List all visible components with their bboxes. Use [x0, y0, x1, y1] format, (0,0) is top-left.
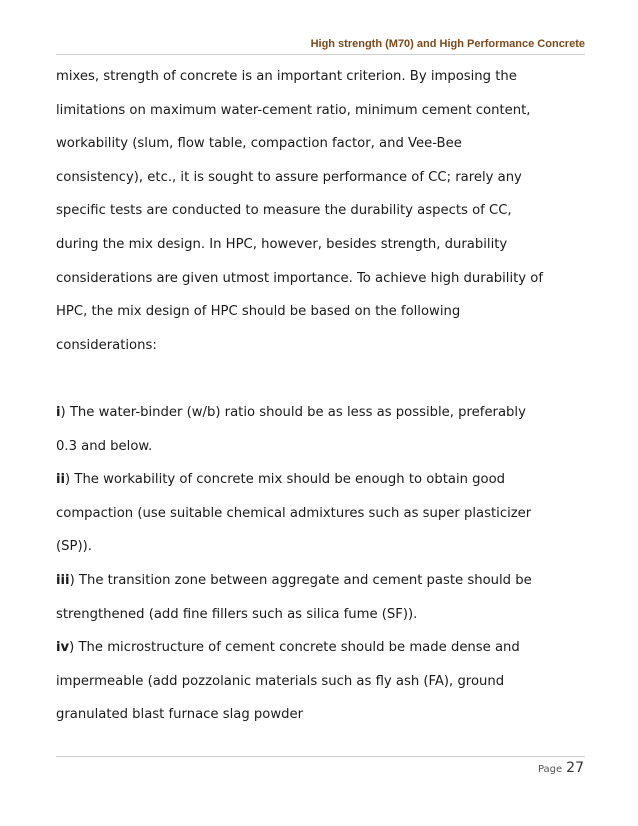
item-line: The microstructure of cement concrete should be made dense and	[78, 640, 520, 656]
intro-line: workability (slum, flow table, compaction factor, and Vee-Bee	[56, 136, 462, 152]
item-line: (SP)).	[56, 539, 92, 555]
item-label: ii	[56, 472, 66, 488]
body-text	[56, 60, 596, 732]
paragraph-gap	[56, 362, 596, 396]
header-divider	[56, 54, 585, 55]
list-item-iii: iii) The transition zone between aggregate and cement paste should be	[56, 572, 532, 588]
intro-line: during the mix design. In HPC, however, besides strength, durability	[56, 236, 508, 252]
list-item-i: i) The water-binder (w/b) ratio should be as less as possible, preferably	[56, 404, 526, 420]
item-label: i	[56, 404, 61, 420]
item-line: compaction (use suitable chemical admixtures such as super plasticizer	[56, 505, 532, 521]
item-line: strengthened (add fine fillers such as silica fume (SF)).	[56, 606, 418, 622]
item-line: granulated blast furnace slag powder	[56, 707, 304, 723]
intro-line: limitations on maximum water-cement ratio, minimum cement content,	[56, 102, 531, 118]
item-line: The transition zone between aggregate and cement paste should be	[78, 572, 532, 588]
footer-divider	[56, 756, 585, 757]
item-label: iii	[56, 572, 70, 588]
intro-line: mixes, strength of concrete is an important criterion. By imposing the	[56, 69, 517, 84]
page-number-value: 27	[566, 760, 584, 776]
list-item-ii: ii) The workability of concrete mix should be enough to obtain good	[56, 472, 506, 488]
intro-line: considerations:	[56, 337, 157, 353]
intro-line: considerations are given utmost importance. To achieve high durability of	[56, 270, 544, 286]
item-line: The water-binder (w/b) ratio should be as less as possible, preferably	[69, 404, 526, 420]
intro-line: HPC, the mix design of HPC should be based on the following	[56, 304, 461, 320]
item-label: iv	[56, 640, 70, 656]
header-title: High strength (M70) and High Performance Concrete	[310, 38, 585, 50]
list-item-iv: iv) The microstructure of cement concrete should be made dense and	[56, 640, 520, 656]
intro-line: consistency), etc., it is sought to assure performance of CC; rarely any	[56, 169, 522, 185]
intro-line: specific tests are conducted to measure the durability aspects of CC,	[56, 203, 512, 219]
item-line: 0.3 and below.	[56, 438, 153, 454]
page-label: Page	[537, 764, 563, 775]
page-number	[538, 760, 584, 776]
item-line: The workability of concrete mix should be enough to obtain good	[74, 472, 506, 488]
item-line: impermeable (add pozzolanic materials such as fly ash (FA), ground	[56, 673, 505, 689]
page-header	[56, 0, 585, 56]
